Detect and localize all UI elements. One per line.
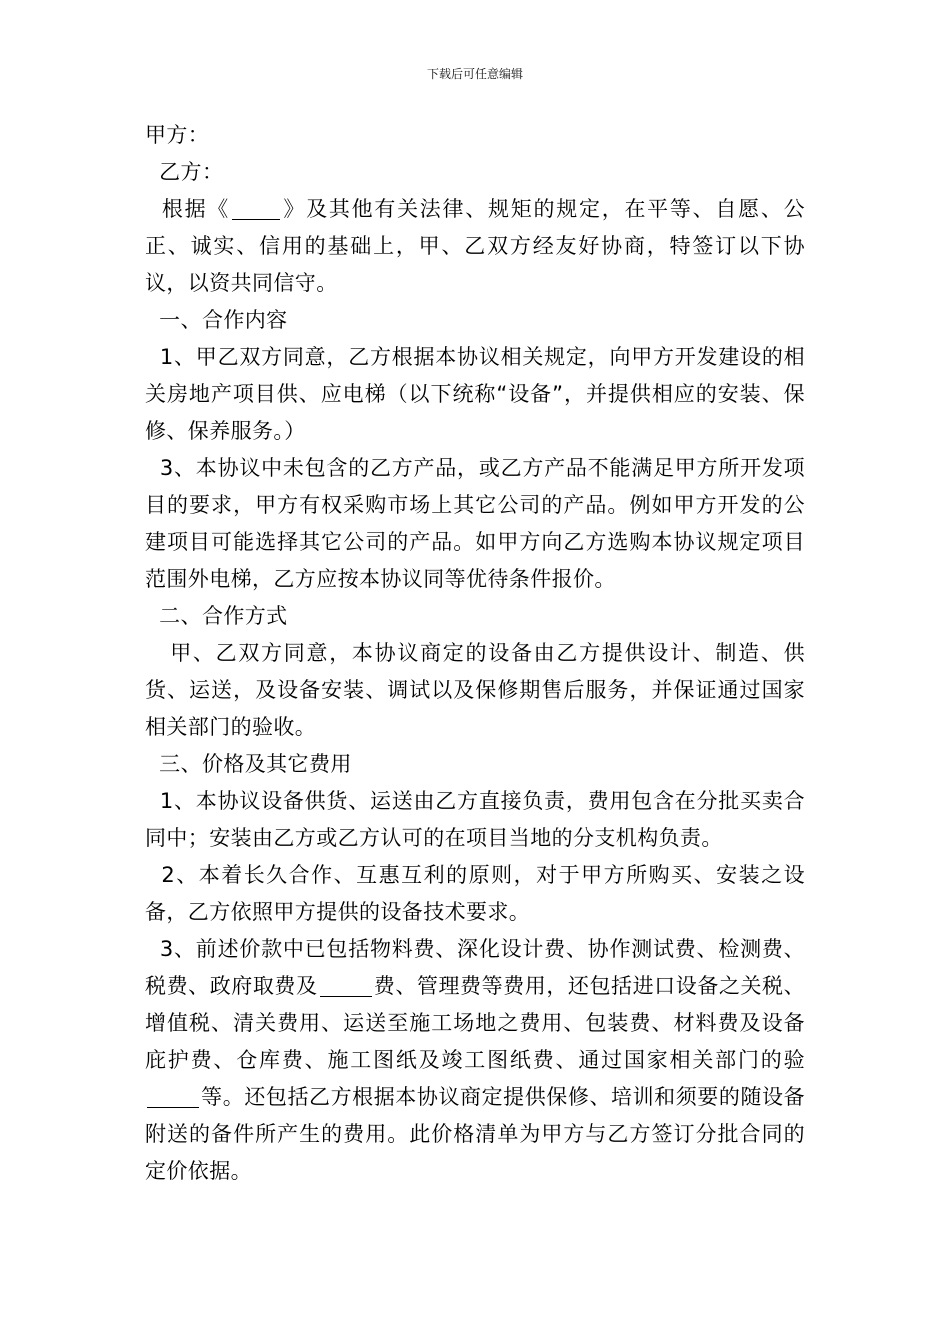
section-3-item-1: 1、本协议设备供货、运送由乙方直接负责，费用包含在分批买卖合同中；安装由乙方或乙方认可的在项目当地的分支机构负责。 (145, 789, 806, 850)
section-3-title: 三、价格及其它费用 (145, 752, 352, 776)
section-3-item-3 (145, 931, 805, 1190)
intro-paragraph (145, 191, 805, 302)
intro-text-start: 根据《 (145, 197, 231, 221)
section-3-item-2: 2、本着长久合作、互惠互利的原则，对于甲方所购买、安装之设备，乙方依照甲方提供的设备技术要求。 (145, 863, 805, 924)
section-1-item-3: 3、本协议中未包含的乙方产品，或乙方产品不能满足甲方所开发项目的要求，甲方有权采购市场上其它公司的产品。例如甲方开发的公建项目可能选择其它公司的产品。如甲方向乙方选购本协议规定项目范围外电梯，乙方应按本协议同等优待条件报价。 (145, 456, 806, 591)
section-2-body: 甲、乙双方同意，本协议商定的设备由乙方提供设计、制造、供货、运送，及设备安装、调试以及保修期售后服务，并保证通过国家相关部门的验收。 (145, 641, 805, 739)
fee-name-blank (320, 974, 372, 997)
intro-text-end: 》及其他有关法律、规矩的规定，在平等、自愿、公正、诚实、信用的基础上，甲、乙双方经友好协商，特签订以下协议，以资共同信守。 (145, 197, 805, 295)
party-a-line: 甲方： (145, 123, 210, 147)
section-2-title: 二、合作方式 (145, 604, 288, 628)
section-1-title: 一、合作内容 (145, 308, 288, 332)
acceptance-blank (147, 1085, 199, 1108)
law-name-blank (232, 197, 280, 220)
party-b-line: 乙方： (145, 160, 224, 184)
section-1-item-1: 1、甲乙双方同意，乙方根据本协议相关规定，向甲方开发建设的相关房地产项目供、应电梯（以下统称“设备”，并提供相应的安装、保修、保养服务。） (145, 345, 806, 443)
document-body (145, 117, 805, 1190)
section-3-item-3-text-a: 3、前述价款中已包括物料费、深化设计费、协作测试费、检测费、税费、政府取费及 (145, 937, 806, 998)
section-3-item-3-text-b: 费、管理费等费用，还包括进口设备之关税、增值税、清关费用、运送至施工场地之费用、包装费、材料费及设备庇护费、仓库费、施工图纸及竣工图纸费、通过国家相关部门的验 (145, 974, 806, 1072)
section-3-item-3-text-c: 等。还包括乙方根据本协议商定提供保修、培训和须要的随设备附送的备件所产生的费用。此价格清单为甲方与乙方签订分批合同的定价依据。 (145, 1085, 805, 1183)
page-header-note: 下载后可任意编辑 (426, 67, 523, 81)
